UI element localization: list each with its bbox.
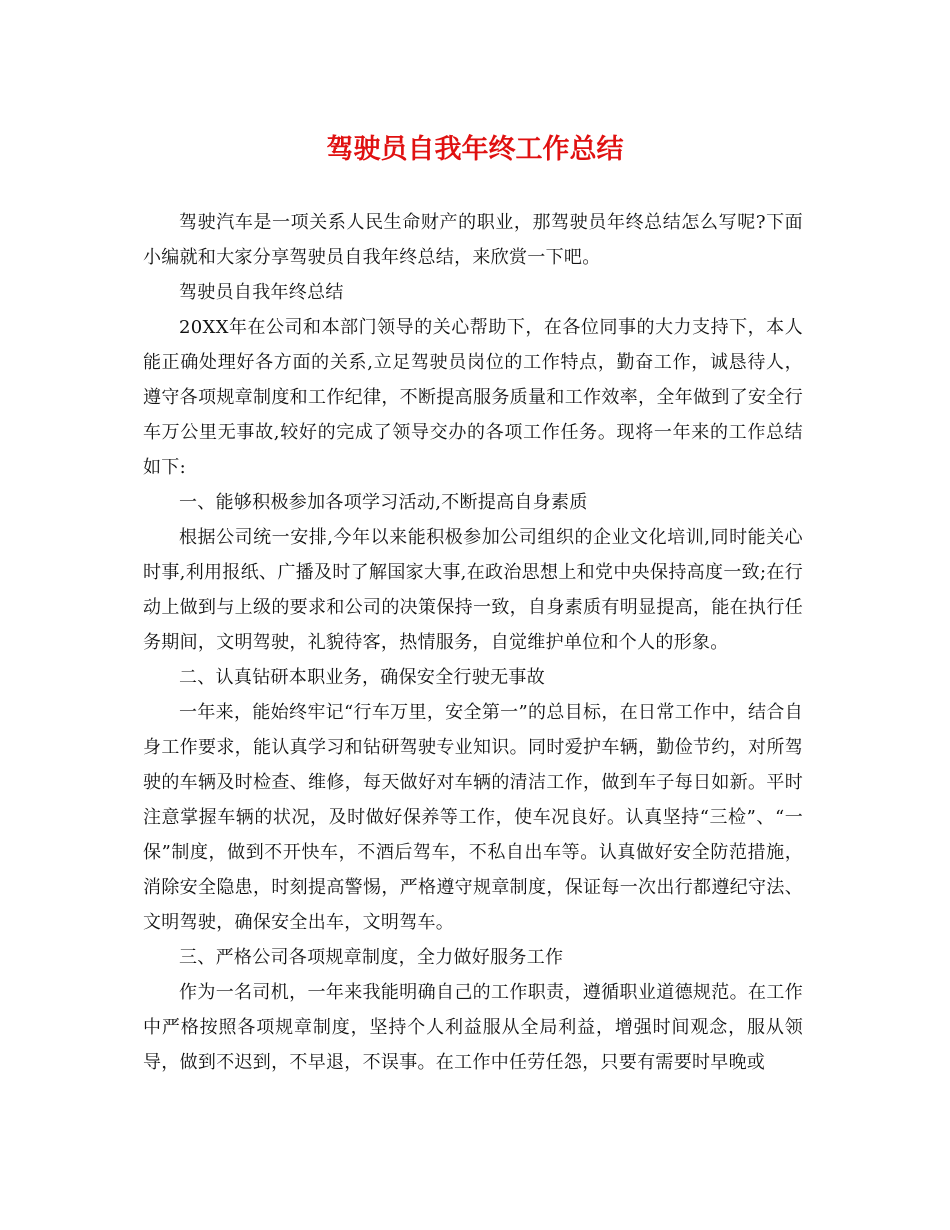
section-2-paragraph: 一年来，能始终牢记“行车万里，安全第一”的总目标，在日常工作中，结合自身工作要求，能认真学习和钻研驾驶专业知识。同时爱护车辆，勤俭节约，对所驾驶的车辆及时检查、维修，每天做好对车辆的清洁工作，做到车子每日如新。平时注意掌握车辆的状况，及时做好保养等工作，使车况良好。认真坚持“三检”、“一保”制度，做到不开快车，不酒后驾车，不私自出车等。认真做好安全防范措施，消除安全隐患，时刻提高警惕，严格遵守规章制度，保证每一次出行都遵纪守法、文明驾驶，确保安全出车，文明驾车。 (143, 702, 803, 933)
summary-paragraph: 20XX年在公司和本部门领导的关心帮助下，在各位同事的大力支持下，本人能正确处理好各方面的关系,立足驾驶员岗位的工作特点，勤奋工作，诚恳待人，遵守各项规章制度和工作纪律，不断提高服务质量和工作效率，全年做到了安全行车万公里无事故,较好的完成了领导交办的各项工作任务。现将一年来的工作总结如下: (143, 317, 803, 478)
section-heading-3: 三、严格公司各项规章制度，全力做好服务工作 (179, 947, 564, 968)
section-3-paragraph: 作为一名司机，一年来我能明确自己的工作职责，遵循职业道德规范。在工作中严格按照各项规章制度，坚持个人利益服从全局利益，增强时间观念，服从领导，做到不迟到，不早退，不误事。在工作中任劳任怨，只要有需要时早晚或 (143, 982, 803, 1073)
subtitle-paragraph: 驾驶员自我年终总结 (179, 282, 344, 303)
document-title: 驾驶员自我年终工作总结 (326, 134, 624, 165)
section-1-paragraph: 根据公司统一安排,今年以来能积极参加公司组织的企业文化培训,同时能关心时事,利用报纸、广播及时了解国家大事,在政治思想上和党中央保持高度一致;在行动上做到与上级的要求和公司的决策保持一致，自身素质有明显提高，能在执行任务期间，文明驾驶，礼貌待客，热情服务，自觉维护单位和个人的形象。 (143, 527, 803, 653)
section-heading-2: 二、认真钻研本职业务，确保安全行驶无事故 (179, 667, 545, 688)
section-heading-1: 一、能够积极参加各项学习活动,不断提高自身素质 (179, 492, 588, 513)
document-body (143, 205, 803, 1080)
intro-paragraph: 驾驶汽车是一项关系人民生命财产的职业，那驾驶员年终总结怎么写呢?下面小编就和大家分享驾驶员自我年终总结，来欣赏一下吧。 (143, 212, 803, 268)
